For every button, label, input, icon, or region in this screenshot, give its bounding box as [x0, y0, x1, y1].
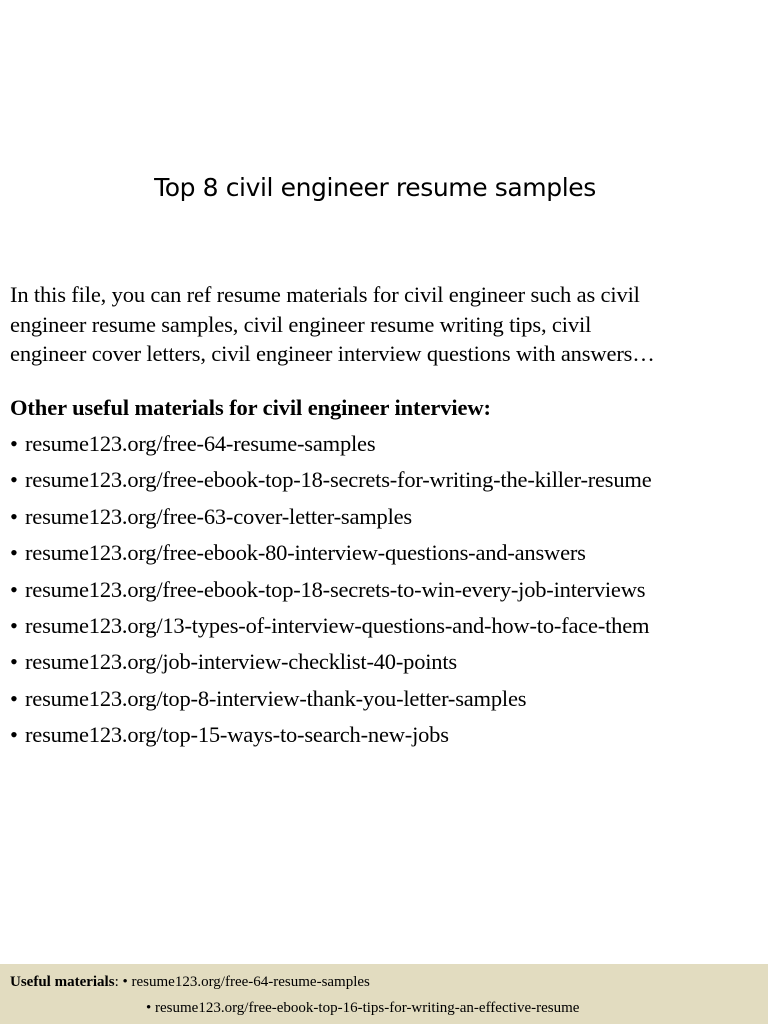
intro-paragraph [10, 280, 762, 369]
list-item [10, 537, 652, 573]
intro-line: engineer cover letters, civil engineer interview questions with answers… [10, 341, 655, 366]
footer-label: Useful materials [10, 974, 115, 990]
intro-line: In this file, you can ref resume materials for civil engineer such as civil [10, 282, 640, 307]
material-link[interactable]: resume123.org/free-ebook-top-18-secrets-to-win-every-job-interviews [25, 576, 646, 602]
materials-list [10, 428, 652, 756]
page-title: Top 8 civil engineer resume samples [154, 173, 596, 202]
bullet-icon: • [10, 431, 18, 456]
list-item [10, 719, 652, 755]
list-item [10, 574, 652, 610]
material-link[interactable]: resume123.org/free-ebook-80-interview-questions-and-answers [25, 540, 586, 566]
list-item [10, 683, 652, 719]
material-link[interactable]: resume123.org/free-63-cover-letter-samples [25, 503, 412, 529]
bullet-icon: • [146, 1000, 152, 1016]
footer-link[interactable]: resume123.org/free-ebook-top-16-tips-for-writing-an-effective-resume [155, 1000, 580, 1016]
bullet-icon: • [122, 974, 128, 990]
bullet-icon: • [10, 685, 18, 711]
bullet-icon: • [10, 649, 18, 675]
list-item [10, 428, 652, 464]
bullet-icon: • [10, 540, 18, 566]
list-item [10, 610, 652, 646]
material-link[interactable]: resume123.org/free-64-resume-samples [25, 431, 376, 456]
intro-line: engineer resume samples, civil engineer resume writing tips, civil [10, 311, 592, 337]
list-item [10, 501, 652, 537]
bullet-icon: • [10, 612, 18, 638]
materials-heading: Other useful materials for civil engineer interview: [10, 395, 491, 420]
footer-link[interactable]: resume123.org/free-64-resume-samples [131, 974, 370, 990]
material-link[interactable]: resume123.org/13-types-of-interview-questions-and-how-to-face-them [25, 612, 650, 638]
material-link[interactable]: resume123.org/free-ebook-top-18-secrets-for-writing-the-killer-resume [25, 467, 652, 493]
footer-band [0, 964, 768, 1024]
footer-row [146, 998, 579, 1018]
bullet-icon: • [10, 467, 18, 493]
list-item [10, 464, 652, 500]
bullet-icon: • [10, 503, 18, 529]
footer-row [10, 972, 370, 992]
bullet-icon: • [10, 722, 18, 748]
footer-separator: : [114, 974, 123, 990]
bullet-icon: • [10, 576, 18, 602]
list-item [10, 646, 652, 682]
material-link[interactable]: resume123.org/job-interview-checklist-40-points [25, 649, 457, 675]
material-link[interactable]: resume123.org/top-8-interview-thank-you-letter-samples [25, 685, 527, 711]
material-link[interactable]: resume123.org/top-15-ways-to-search-new-jobs [25, 722, 449, 748]
